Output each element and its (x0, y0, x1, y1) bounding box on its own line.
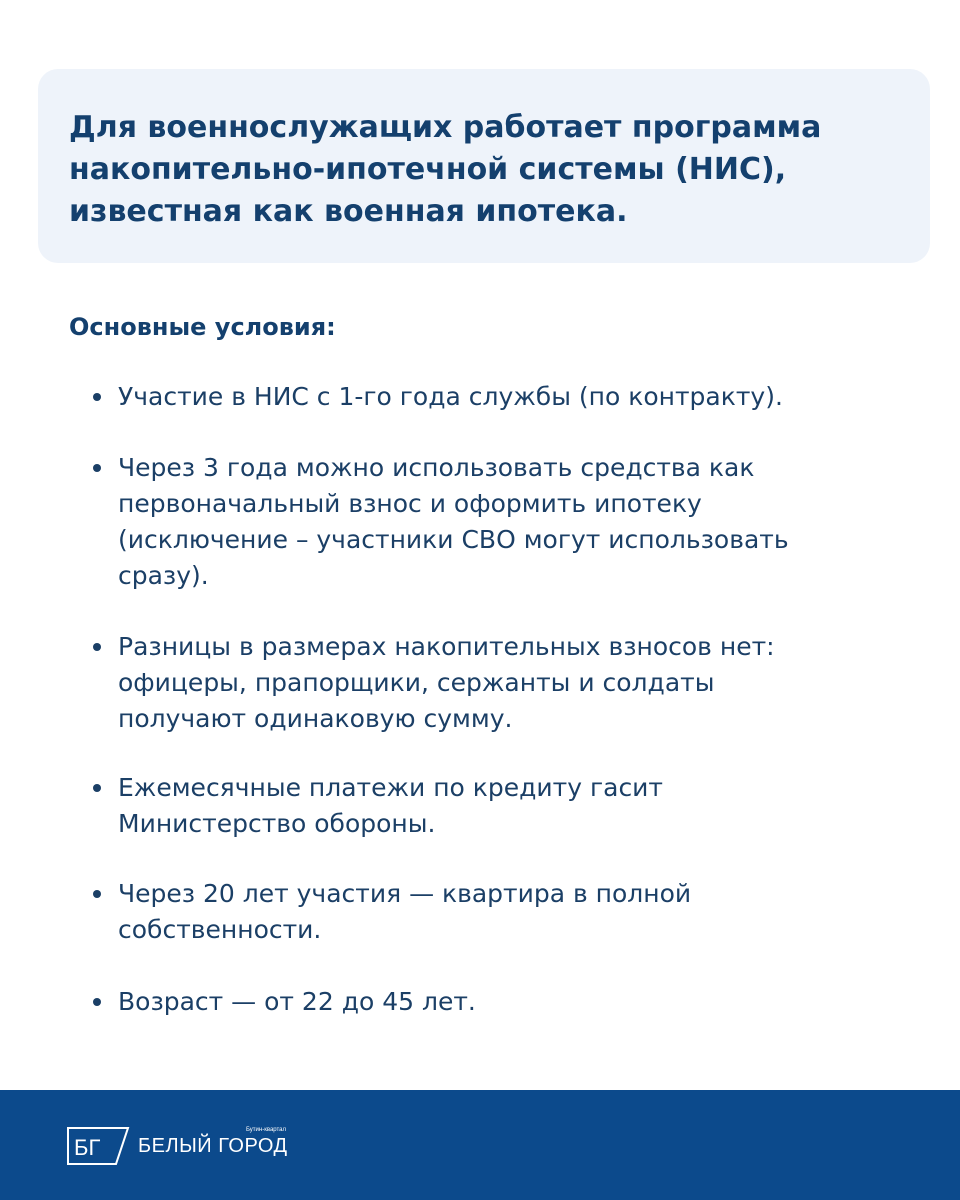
footer-bar (0, 1090, 960, 1200)
condition-line: (исключение – участники СВО могут использовать (118, 525, 789, 554)
condition-line: первоначальный взнос и оформить ипотеку (118, 489, 702, 518)
headline-card (38, 69, 930, 263)
condition-line: Разницы в размерах накопительных взносов нет: (118, 632, 775, 661)
headline-line: накопительно-ипотечной системы (НИС), (69, 152, 787, 187)
condition-line: Ежемесячные платежи по кредиту гасит (118, 773, 663, 802)
bullet-icon (93, 784, 101, 792)
bullet-icon (93, 643, 101, 651)
condition-line: сразу). (118, 561, 209, 590)
condition-item (118, 984, 918, 1020)
belyi-gorod-logo-icon (66, 1126, 130, 1166)
condition-line: собственности. (118, 915, 322, 944)
condition-line: Возраст — от 22 до 45 лет. (118, 987, 476, 1016)
condition-line: получают одинаковую сумму. (118, 704, 513, 733)
bullet-icon (93, 890, 101, 898)
logo-name: БЕЛЫЙ ГОРОД (138, 1135, 288, 1157)
condition-item (118, 629, 918, 737)
logo-mark-text: БГ (74, 1135, 101, 1160)
bullet-icon (93, 393, 101, 401)
condition-line: Через 20 лет участия — квартира в полной (118, 879, 692, 908)
bullet-icon (93, 464, 101, 472)
condition-line: Участие в НИС с 1-го года службы (по контракту). (118, 382, 783, 411)
condition-item (118, 450, 918, 594)
condition-item (118, 379, 918, 415)
bullet-icon (93, 998, 101, 1006)
headline-line: Для военнослужащих работает программа (69, 110, 822, 145)
condition-line: Через 3 года можно использовать средства как (118, 453, 755, 482)
conditions-heading: Основные условия: (69, 313, 336, 341)
headline-line: известная как военная ипотека. (69, 194, 628, 229)
headline (69, 107, 910, 233)
condition-line: офицеры, прапорщики, сержанты и солдаты (118, 668, 715, 697)
condition-line: Министерство обороны. (118, 809, 436, 838)
logo-subtitle: Бутин-квартал (246, 1127, 287, 1133)
condition-item (118, 770, 918, 842)
condition-item (118, 876, 918, 948)
